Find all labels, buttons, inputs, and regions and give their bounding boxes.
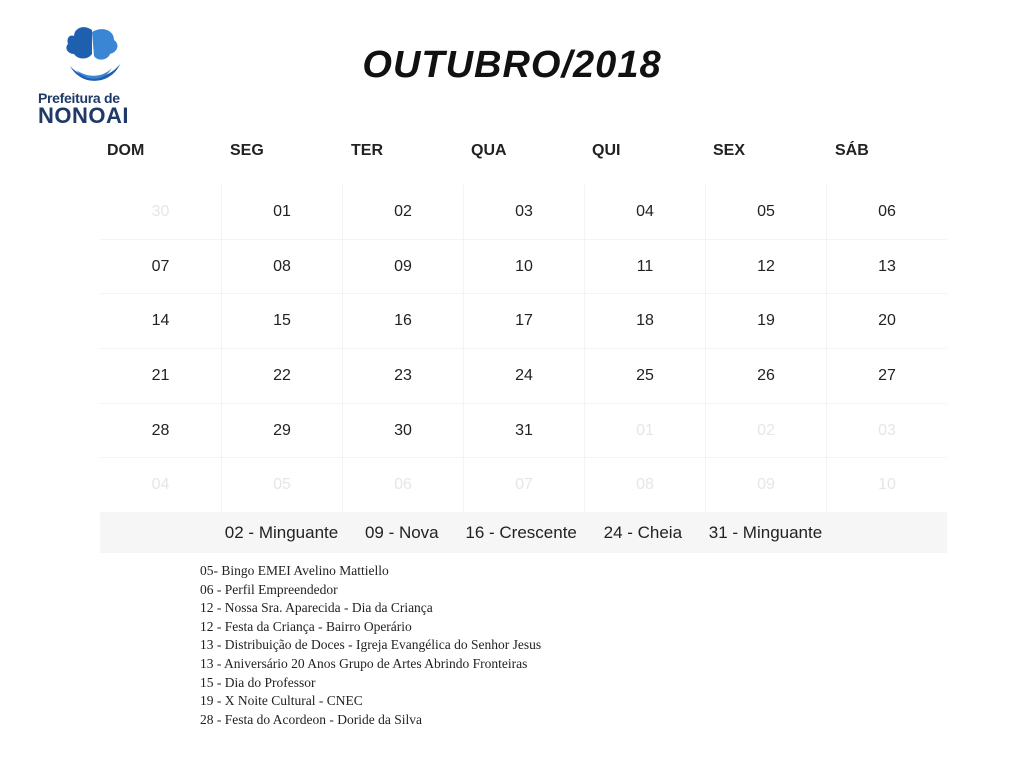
page-title: OUTUBRO/2018 [362, 44, 662, 86]
calendar-day: 18 [584, 294, 705, 349]
weekday-label: SEG [230, 142, 264, 159]
calendar-day: 29 [221, 404, 342, 459]
event-item: 13 - Aniversário 20 Anos Grupo de Artes Abrindo Fronteiras [200, 655, 528, 671]
calendar-day: 20 [826, 294, 947, 349]
calendar-day-outside-month: 06 [342, 458, 463, 513]
calendar-day: 07 [100, 240, 221, 295]
event-item: 05- Bingo EMEI Avelino Mattiello [200, 563, 389, 578]
calendar-day-outside-month: 30 [100, 185, 221, 240]
calendar-day: 03 [463, 185, 584, 240]
calendar-day: 27 [826, 349, 947, 404]
calendar-day-outside-month: 02 [705, 404, 826, 459]
calendar-day-outside-month: 08 [584, 458, 705, 513]
calendar-day: 09 [342, 240, 463, 295]
calendar-day-outside-month: 10 [826, 458, 947, 513]
calendar-day-outside-month: 04 [100, 458, 221, 513]
calendar-grid [100, 185, 947, 513]
calendar-day: 31 [463, 404, 584, 459]
calendar-day: 14 [100, 294, 221, 349]
event-item: 28 - Festa do Acordeon - Doride da Silva [200, 711, 422, 727]
events-list [200, 562, 541, 729]
calendar-day: 26 [705, 349, 826, 404]
moon-phase: 02 - Minguante [224, 523, 339, 542]
weekday-label: SEX [713, 142, 746, 159]
logo-text-nonoai: NONOAI [38, 103, 129, 128]
calendar-day: 05 [705, 185, 826, 240]
calendar-day: 25 [584, 349, 705, 404]
calendar-day: 24 [463, 349, 584, 404]
moon-phase: 31 - Minguante [708, 523, 823, 542]
event-item: 19 - X Noite Cultural - CNEC [200, 693, 363, 709]
logo-text-prefeitura: Prefeitura de [38, 90, 120, 106]
calendar-day: 17 [463, 294, 584, 349]
calendar-day: 15 [221, 294, 342, 349]
calendar-day-outside-month: 03 [826, 404, 947, 459]
event-item: 13 - Distribuição de Doces - Igreja Evangélica do Senhor Jesus [200, 637, 542, 653]
moon-phase: 24 - Cheia [603, 523, 683, 542]
moon-phases-bar [100, 513, 947, 553]
moon-phase: 09 - Nova [364, 523, 439, 542]
calendar-day-outside-month: 05 [221, 458, 342, 513]
weekday-label: DOM [107, 142, 145, 159]
calendar-day: 06 [826, 185, 947, 240]
calendar-day: 22 [221, 349, 342, 404]
calendar-day: 30 [342, 404, 463, 459]
calendar-day: 23 [342, 349, 463, 404]
weekday-label: TER [351, 142, 383, 159]
calendar-day: 13 [826, 240, 947, 295]
event-item: 15 - Dia do Professor [200, 674, 316, 690]
calendar-day: 12 [705, 240, 826, 295]
calendar-day: 16 [342, 294, 463, 349]
weekday-label: QUI [592, 142, 621, 159]
calendar-day: 19 [705, 294, 826, 349]
weekday-header [100, 142, 947, 162]
event-item: 06 - Perfil Empreendedor [200, 581, 338, 597]
calendar-day-outside-month: 07 [463, 458, 584, 513]
calendar-day: 01 [221, 185, 342, 240]
calendar-day-outside-month: 01 [584, 404, 705, 459]
calendar-day: 10 [463, 240, 584, 295]
event-item: 12 - Nossa Sra. Aparecida - Dia da Criança [200, 600, 433, 616]
weekday-label: QUA [471, 142, 507, 159]
calendar-day: 21 [100, 349, 221, 404]
calendar-day-outside-month: 09 [705, 458, 826, 513]
calendar-day: 11 [584, 240, 705, 295]
calendar-day: 02 [342, 185, 463, 240]
calendar-day: 04 [584, 185, 705, 240]
event-item: 12 - Festa da Criança - Bairro Operário [200, 618, 412, 634]
moon-phase: 16 - Crescente [465, 523, 577, 542]
calendar-day: 28 [100, 404, 221, 459]
calendar-day: 08 [221, 240, 342, 295]
weekday-label: SÁB [835, 142, 869, 159]
